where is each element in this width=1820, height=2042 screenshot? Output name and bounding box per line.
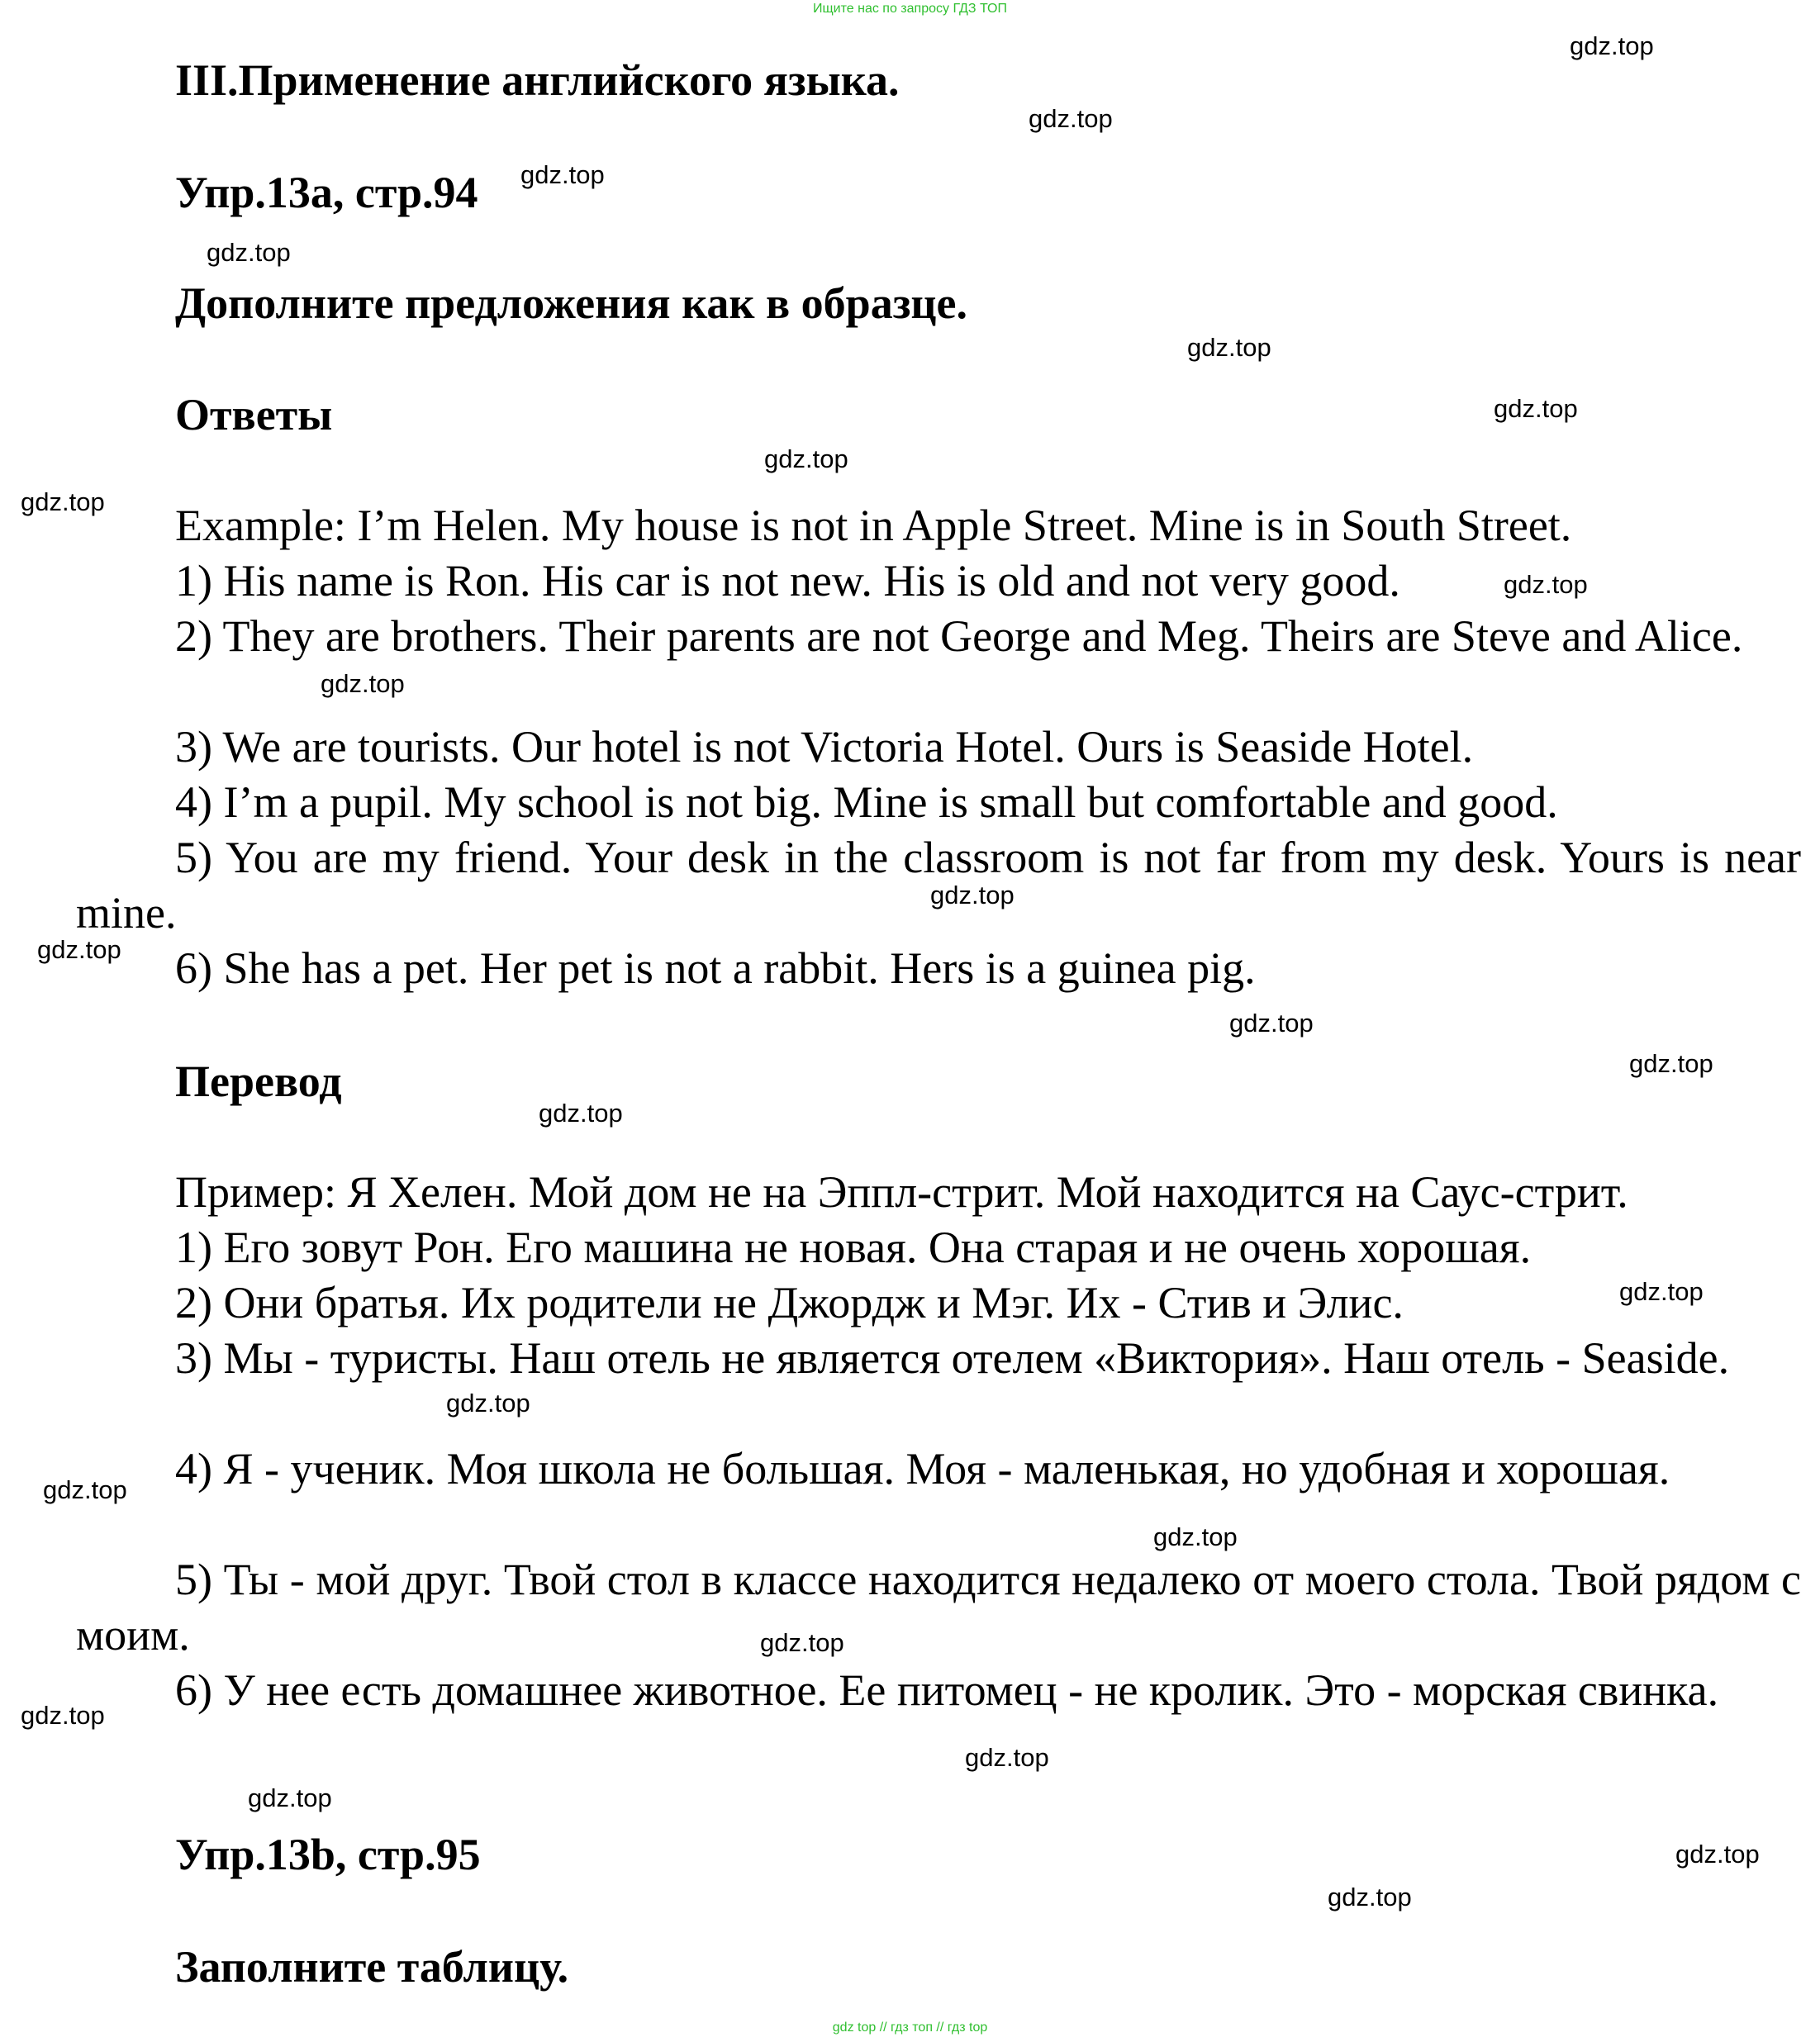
answer-line-3: 3) We are tourists. Our hotel is not Victoria Hotel. Ours is Seaside Hotel. [175,722,1474,772]
section-title: III.Применение английского языка. [175,55,900,105]
watermark: gdz.top [21,487,105,516]
watermark: gdz.top [21,1701,105,1730]
watermark: gdz.top [1328,1883,1412,1911]
answer-line-2: 2) They are brothers. Their parents are not George and Meg. Theirs are Steve and Alice. [175,611,1743,661]
exercise-a-task: Дополните предложения как в образце. [175,278,967,328]
footer-note: gdz top // гдз топ // гдз top [832,2021,988,2035]
translation-line-5: 5) Ты - мой друг. Твой стол в классе находится недалеко от моего стола. Твой рядом с моим. [76,1555,1801,1660]
answer-example: Example: I’m Helen. My house is not in Apple Street. Mine is in South Street. [175,501,1572,550]
watermark: gdz.top [965,1743,1049,1772]
watermark: gdz.top [1029,104,1113,133]
translation-line-6: 6) У нее есть домашнее животное. Ее питомец - не кролик. Это - морская свинка. [175,1665,1719,1715]
watermark: gdz.top [1675,1840,1760,1869]
watermark: gdz.top [1504,570,1588,599]
watermark: gdz.top [1187,333,1271,362]
translation-line-1: 1) Его зовут Рон. Его машина не новая. Она старая и не очень хорошая. [175,1223,1532,1272]
watermark: gdz.top [930,881,1015,909]
watermark: gdz.top [1570,31,1654,60]
watermark: gdz.top [1619,1277,1704,1306]
watermark: gdz.top [1153,1522,1238,1551]
answer-line-6: 6) She has a pet. Her pet is not a rabbit. Hers is a guinea pig. [175,943,1256,993]
answers-heading: Ответы [175,390,333,439]
translation-line-2: 2) Они братья. Их родители не Джордж и Мэг. Их - Стив и Элис. [175,1278,1404,1327]
watermark: gdz.top [760,1628,844,1657]
watermark: gdz.top [1494,394,1578,423]
translation-line-3: 3) Мы - туристы. Наш отель не является отелем «Виктория». Наш отель - Seaside. [175,1333,1730,1383]
translation-example: Пример: Я Хелен. Мой дом не на Эппл-стрит. Мой находится на Саус-стрит. [175,1167,1628,1217]
translation-line-4: 4) Я - ученик. Моя школа не большая. Моя - маленькая, но удобная и хорошая. [175,1444,1670,1494]
answer-line-5: 5) You are my friend. Your desk in the classroom is not far from my desk. Yours is near mine. [76,833,1801,938]
watermark: gdz.top [1629,1049,1713,1078]
answer-line-1: 1) His name is Ron. His car is not new. His is old and not very good. [175,556,1400,605]
watermark: gdz.top [764,444,848,473]
watermark: gdz.top [207,238,291,267]
exercise-a-title: Упр.13а, стр.94 [175,168,478,217]
exercise-b-task: Заполните таблицу. [175,1942,569,1992]
watermark: gdz.top [520,160,605,189]
answer-line-4: 4) I’m a pupil. My school is not big. Mine is small but comfortable and good. [175,777,1558,827]
watermark: gdz.top [539,1099,623,1128]
watermark: gdz.top [1229,1009,1314,1038]
translation-heading: Перевод [175,1057,342,1106]
watermark: gdz.top [248,1783,332,1812]
watermark: gdz.top [37,935,121,964]
exercise-b-title: Упр.13b, стр.95 [175,1830,481,1879]
watermark: gdz.top [321,669,405,698]
watermark: gdz.top [43,1475,127,1504]
header-note: Ищите нас по запросу ГДЗ ТОП [813,2,1007,16]
watermark: gdz.top [446,1389,530,1418]
